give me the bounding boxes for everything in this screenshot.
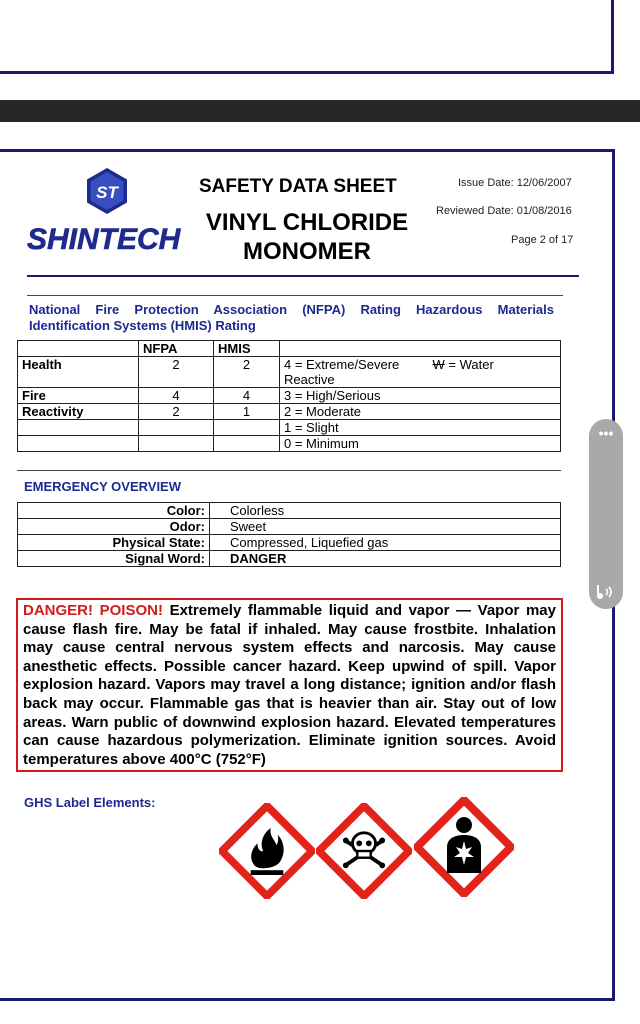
- issue-date: Issue Date: 12/06/2007: [458, 177, 572, 189]
- table-row: [18, 388, 561, 404]
- row-label: Fire: [18, 388, 139, 404]
- hmis-value: 4: [214, 388, 280, 404]
- table-row: [18, 535, 561, 551]
- water-reactive-symbol: W: [432, 357, 445, 372]
- table-header-row: [18, 341, 561, 357]
- emergency-overview-title: EMERGENCY OVERVIEW: [24, 479, 181, 494]
- legend-text: 3 = High/Serious: [280, 388, 561, 404]
- legend-text: 1 = Slight: [280, 420, 561, 436]
- column-header-hmis: HMIS: [214, 341, 280, 357]
- nfpa-value: [139, 436, 214, 452]
- document-type: SAFETY DATA SHEET: [199, 176, 397, 197]
- property-key: Signal Word:: [18, 551, 210, 567]
- nfpa-section-title: National Fire Protection Association (NFPA) Rating Hazardous Materials Identification Systems (HMIS) Rating: [29, 302, 554, 333]
- table-row: [18, 404, 561, 420]
- column-header: [280, 341, 561, 357]
- row-label: Health: [18, 357, 139, 388]
- nfpa-value: 2: [139, 404, 214, 420]
- table-row: [18, 357, 561, 388]
- row-label: [18, 436, 139, 452]
- property-key: Color:: [18, 503, 210, 519]
- reviewed-date: Reviewed Date: 01/08/2016: [436, 205, 572, 217]
- legend-text: 4 = Extreme/Severe: [284, 357, 400, 372]
- header-divider: [27, 275, 579, 277]
- legend-text: 2 = Moderate: [280, 404, 561, 420]
- table-row: [18, 551, 561, 567]
- emergency-overview-table: [17, 502, 561, 567]
- hmis-value: 1: [214, 404, 280, 420]
- hmis-value: [214, 436, 280, 452]
- scroll-handle[interactable]: [589, 419, 623, 609]
- previous-page-fragment: [0, 0, 614, 74]
- shintech-logo-mark: [83, 167, 131, 215]
- audio-icon[interactable]: [595, 583, 617, 601]
- more-dots-icon[interactable]: •••: [598, 425, 614, 441]
- page-separator: [0, 100, 640, 122]
- row-label: [18, 420, 139, 436]
- flame-icon: [219, 803, 315, 899]
- health-hazard-icon: [414, 797, 514, 897]
- property-key: Physical State:: [18, 535, 210, 551]
- nfpa-value: [139, 420, 214, 436]
- water-reactive-cont: Reactive: [284, 372, 335, 387]
- water-reactive-text: = Water: [448, 357, 494, 372]
- property-value: Sweet: [210, 519, 561, 535]
- table-row: [18, 436, 561, 452]
- property-key: Odor:: [18, 519, 210, 535]
- property-value: Colorless: [210, 503, 561, 519]
- hmis-value: 2: [214, 357, 280, 388]
- table-row: [18, 420, 561, 436]
- hmis-value: [214, 420, 280, 436]
- danger-label: DANGER: [23, 602, 89, 619]
- page-number: Page 2 of 17: [511, 234, 574, 246]
- danger-statement-box: [16, 598, 563, 772]
- section-divider: [27, 295, 563, 296]
- nfpa-value: 4: [139, 388, 214, 404]
- legend-cell: [280, 357, 561, 388]
- property-value: Compressed, Liquefied gas: [210, 535, 561, 551]
- poison-label: POISON!: [99, 602, 163, 619]
- table-row: [18, 503, 561, 519]
- column-header: [18, 341, 139, 357]
- legend-text: 0 = Minimum: [280, 436, 561, 452]
- danger-separator: !: [88, 602, 100, 619]
- shintech-logo-text: SHINTECH: [27, 223, 181, 256]
- danger-statement-text: Extremely flammable liquid and vapor — Vapor may cause flash fire. May be fatal if inhaled. May cause frostbite. Inhalation may cause central nervous system effects and narcosis. May cause anesthetic effects. Possible cancer hazard. Keep upwind of spill. Vapor explosion hazard. Vapors may travel a long distance; ignition and/or flash back may occur. Flammable gas that is heavier than air. Stay out of low areas. Warn public of downwind explosion hazard. Elevated temperatures can cause hazardous polymerization. Eliminate ignition sources. Avoid temperatures above 400°C (752°F): [23, 602, 556, 768]
- column-header-nfpa: NFPA: [139, 341, 214, 357]
- product-name: VINYL CHLORIDE MONOMER: [205, 209, 409, 265]
- signal-word-value: DANGER: [210, 551, 561, 567]
- svg-text:ST: ST: [96, 183, 118, 202]
- section-divider: [17, 470, 561, 471]
- table-row: [18, 519, 561, 535]
- row-label: Reactivity: [18, 404, 139, 420]
- skull-crossbones-icon: [316, 803, 412, 899]
- nfpa-hmis-table: [17, 340, 561, 452]
- nfpa-value: 2: [139, 357, 214, 388]
- ghs-label-title: GHS Label Elements:: [24, 795, 156, 810]
